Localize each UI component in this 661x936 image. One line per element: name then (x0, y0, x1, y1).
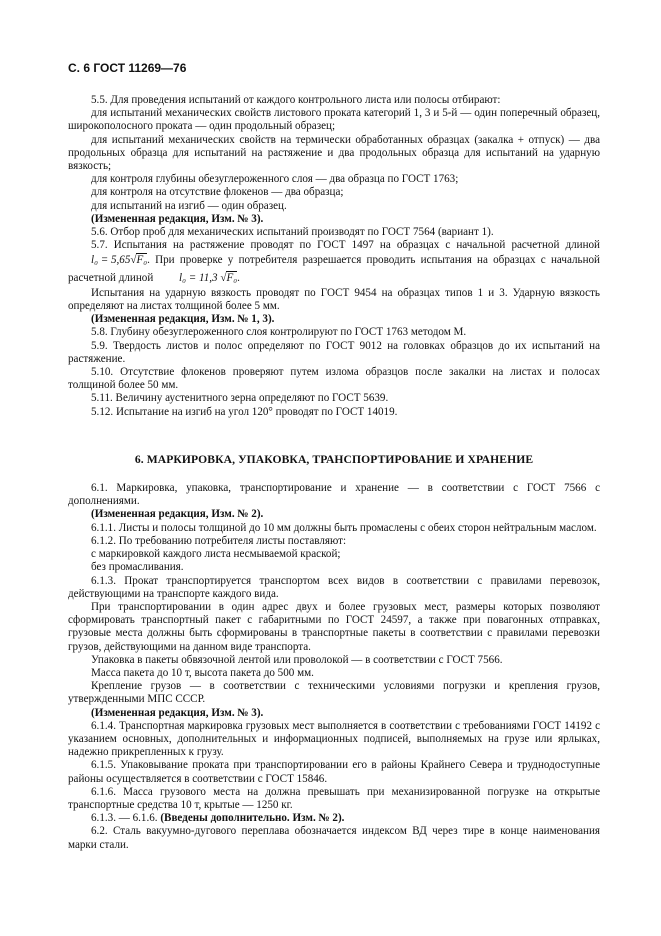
transport-package-paragraph: При транспортировании в один адрес двух и более грузовых мест, размеры которых позволяют сформировать транспортный пакет с габаритными по ГОСТ 24597, а также при повагонных отправках, грузовые места должны быть сформированы в транспортные пакеты в соответствии с правилами перевозки грузов, действующими на данном виде транспорта. (68, 600, 600, 653)
clause-5-5-item-2: для испытаний механических свойств на термически обработанных образцах (закалка + отпуск) — два продольных образца для испытаний на растяжение и два продольных образца для испытаний на ударную вязкость; (68, 133, 600, 173)
clause-6-1: 6.1. Маркировка, упаковка, транспортирование и хранение — в соответствии с ГОСТ 7566 с дополнениями. (68, 482, 600, 508)
amendment-note: (Измененная редакция, Изм. № 3). (91, 212, 264, 225)
clause-5-7-text-1: 5.7. Испытания на растяжение проводят по ГОСТ 1497 на образцах с начальной расчетной длиной (91, 239, 600, 252)
fastening-paragraph: Крепление грузов — в соответствии с техническими условиями погрузки и крепления грузов, утвержденными МПС СССР. (68, 680, 600, 706)
clause-5-10: 5.10. Отсутствие флокенов проверяют путем излома образцов после закалки на листах и полосах толщиной более 50 мм. (68, 366, 600, 392)
page-header: С. 6 ГОСТ 11269—76 (68, 61, 187, 75)
amendment-note: (Измененная редакция, Изм. № 1, 3). (91, 313, 275, 326)
clause-5-7-text-2: . При проверке у потребителя разрешается проводить испытания на образцах с начальной расчетной длиной (68, 254, 600, 284)
amendment-note: (Измененная редакция, Изм. № 2). (91, 508, 264, 521)
clause-5-8: 5.8. Глубину обезуглероженного слоя контролируют по ГОСТ 1763 методом М. (91, 326, 467, 339)
section-6-title: 6. МАРКИРОВКА, УПАКОВКА, ТРАНСПОРТИРОВАНИЕ И ХРАНЕНИЕ (134, 452, 534, 466)
clause-6-2: 6.2. Сталь вакуумно-дугового переплава обозначается индексом ВД через тире в конце наименования марки стали. (68, 825, 600, 851)
clause-6-1-2-item-1: с маркировкой каждого листа несмываемой краской; (91, 548, 341, 561)
formula-5-65 (68, 252, 147, 269)
clause-5-7 (68, 239, 600, 287)
formula-11-3 (156, 270, 237, 287)
clause-5-9: 5.9. Твердость листов и полос определяют по ГОСТ 9012 на головках образцов до их испытаний на растяжение. (68, 339, 600, 365)
clause-5-5-item-4: для контроля на отсутствие флокенов — два образца; (91, 186, 344, 199)
clause-5-7-text-end: . (237, 271, 240, 284)
amendment-note: (Измененная редакция, Изм. № 3). (91, 706, 264, 719)
clause-5-6: 5.6. Отбор проб для механических испытаний производят по ГОСТ 7564 (вариант 1). (91, 226, 494, 239)
added-note: (Введены дополнительно. Изм. № 2). (160, 812, 345, 825)
package-mass-paragraph: Масса пакета до 10 т, высота пакета до 500 мм. (91, 666, 314, 679)
clause-5-5-item-1: для испытаний механических свойств листового проката категорий 1, 3 и 5-й — один поперечный образец, широкополосного проката — один продольный образец; (68, 107, 600, 133)
impact-test-paragraph: Испытания на ударную вязкость проводят по ГОСТ 9454 на образцах типов 1 и 3. Ударную вязкость определяют на листах толщиной более 5 мм. (68, 286, 600, 313)
clause-5-5-item-5: для испытаний на изгиб — один образец. (91, 199, 287, 212)
clause-6-1-5: 6.1.5. Упаковывание проката при транспортировании его в районы Крайнего Севера и труднодоступные районы осуществляется в соответствии с ГОСТ 15846. (68, 759, 600, 785)
document-body (68, 94, 600, 852)
sqrt-icon: √ (130, 254, 137, 267)
clause-5-12: 5.12. Испытание на изгиб на угол 120° проводят по ГОСТ 14019. (91, 405, 398, 418)
formula-11-3-radicand: F₀ (226, 271, 238, 284)
clause-5-5-item-3: для контроля глубины обезуглероженного слоя — два образца по ГОСТ 1763; (91, 173, 459, 186)
formula-5-65-lhs: l₀ = 5,65 (91, 254, 131, 267)
formula-11-3-lhs: l₀ = 11,3 (179, 271, 218, 284)
clause-6-1-4: 6.1.4. Транспортная маркировка грузовых мест выполняется в соответствии с требованиями ГОСТ 14192 с указанием основных, дополнительных и информационных подписей, выполняемых на грузе или ярлыках, надежно прикрепленных к грузу. (68, 719, 600, 759)
clause-6-1-3: 6.1.3. Прокат транспортируется транспортом всех видов в соответствии с правилами перевозок, действующими на транспорте каждого вида. (68, 574, 600, 600)
clauses-added-note (68, 812, 600, 825)
packing-paragraph: Упаковка в пакеты обвязочной лентой или проволокой — в соответствии с ГОСТ 7566. (91, 653, 503, 666)
clause-6-1-1: 6.1.1. Листы и полосы толщиной до 10 мм должны быть промаслены с обеих сторон нейтральным маслом. (91, 521, 597, 534)
formula-5-65-radicand: F₀ (136, 254, 148, 267)
clause-5-11: 5.11. Величину аустенитного зерна определяют по ГОСТ 5639. (91, 392, 389, 405)
sqrt-icon: √ (220, 271, 227, 284)
clause-5-5: 5.5. Для проведения испытаний от каждого контрольного листа или полосы отбирают: (91, 94, 501, 106)
clause-6-1-2: 6.1.2. По требованию потребителя листы поставляют: (91, 534, 347, 547)
clause-6-1-6: 6.1.6. Масса грузового места на должна превышать при механизированной погрузке на открытые транспортные средства 10 т, крытые — 1250 кг. (68, 785, 600, 811)
clauses-range: 6.1.3. — 6.1.6. (91, 812, 158, 825)
clause-6-1-2-item-2: без промасливания. (91, 561, 184, 574)
